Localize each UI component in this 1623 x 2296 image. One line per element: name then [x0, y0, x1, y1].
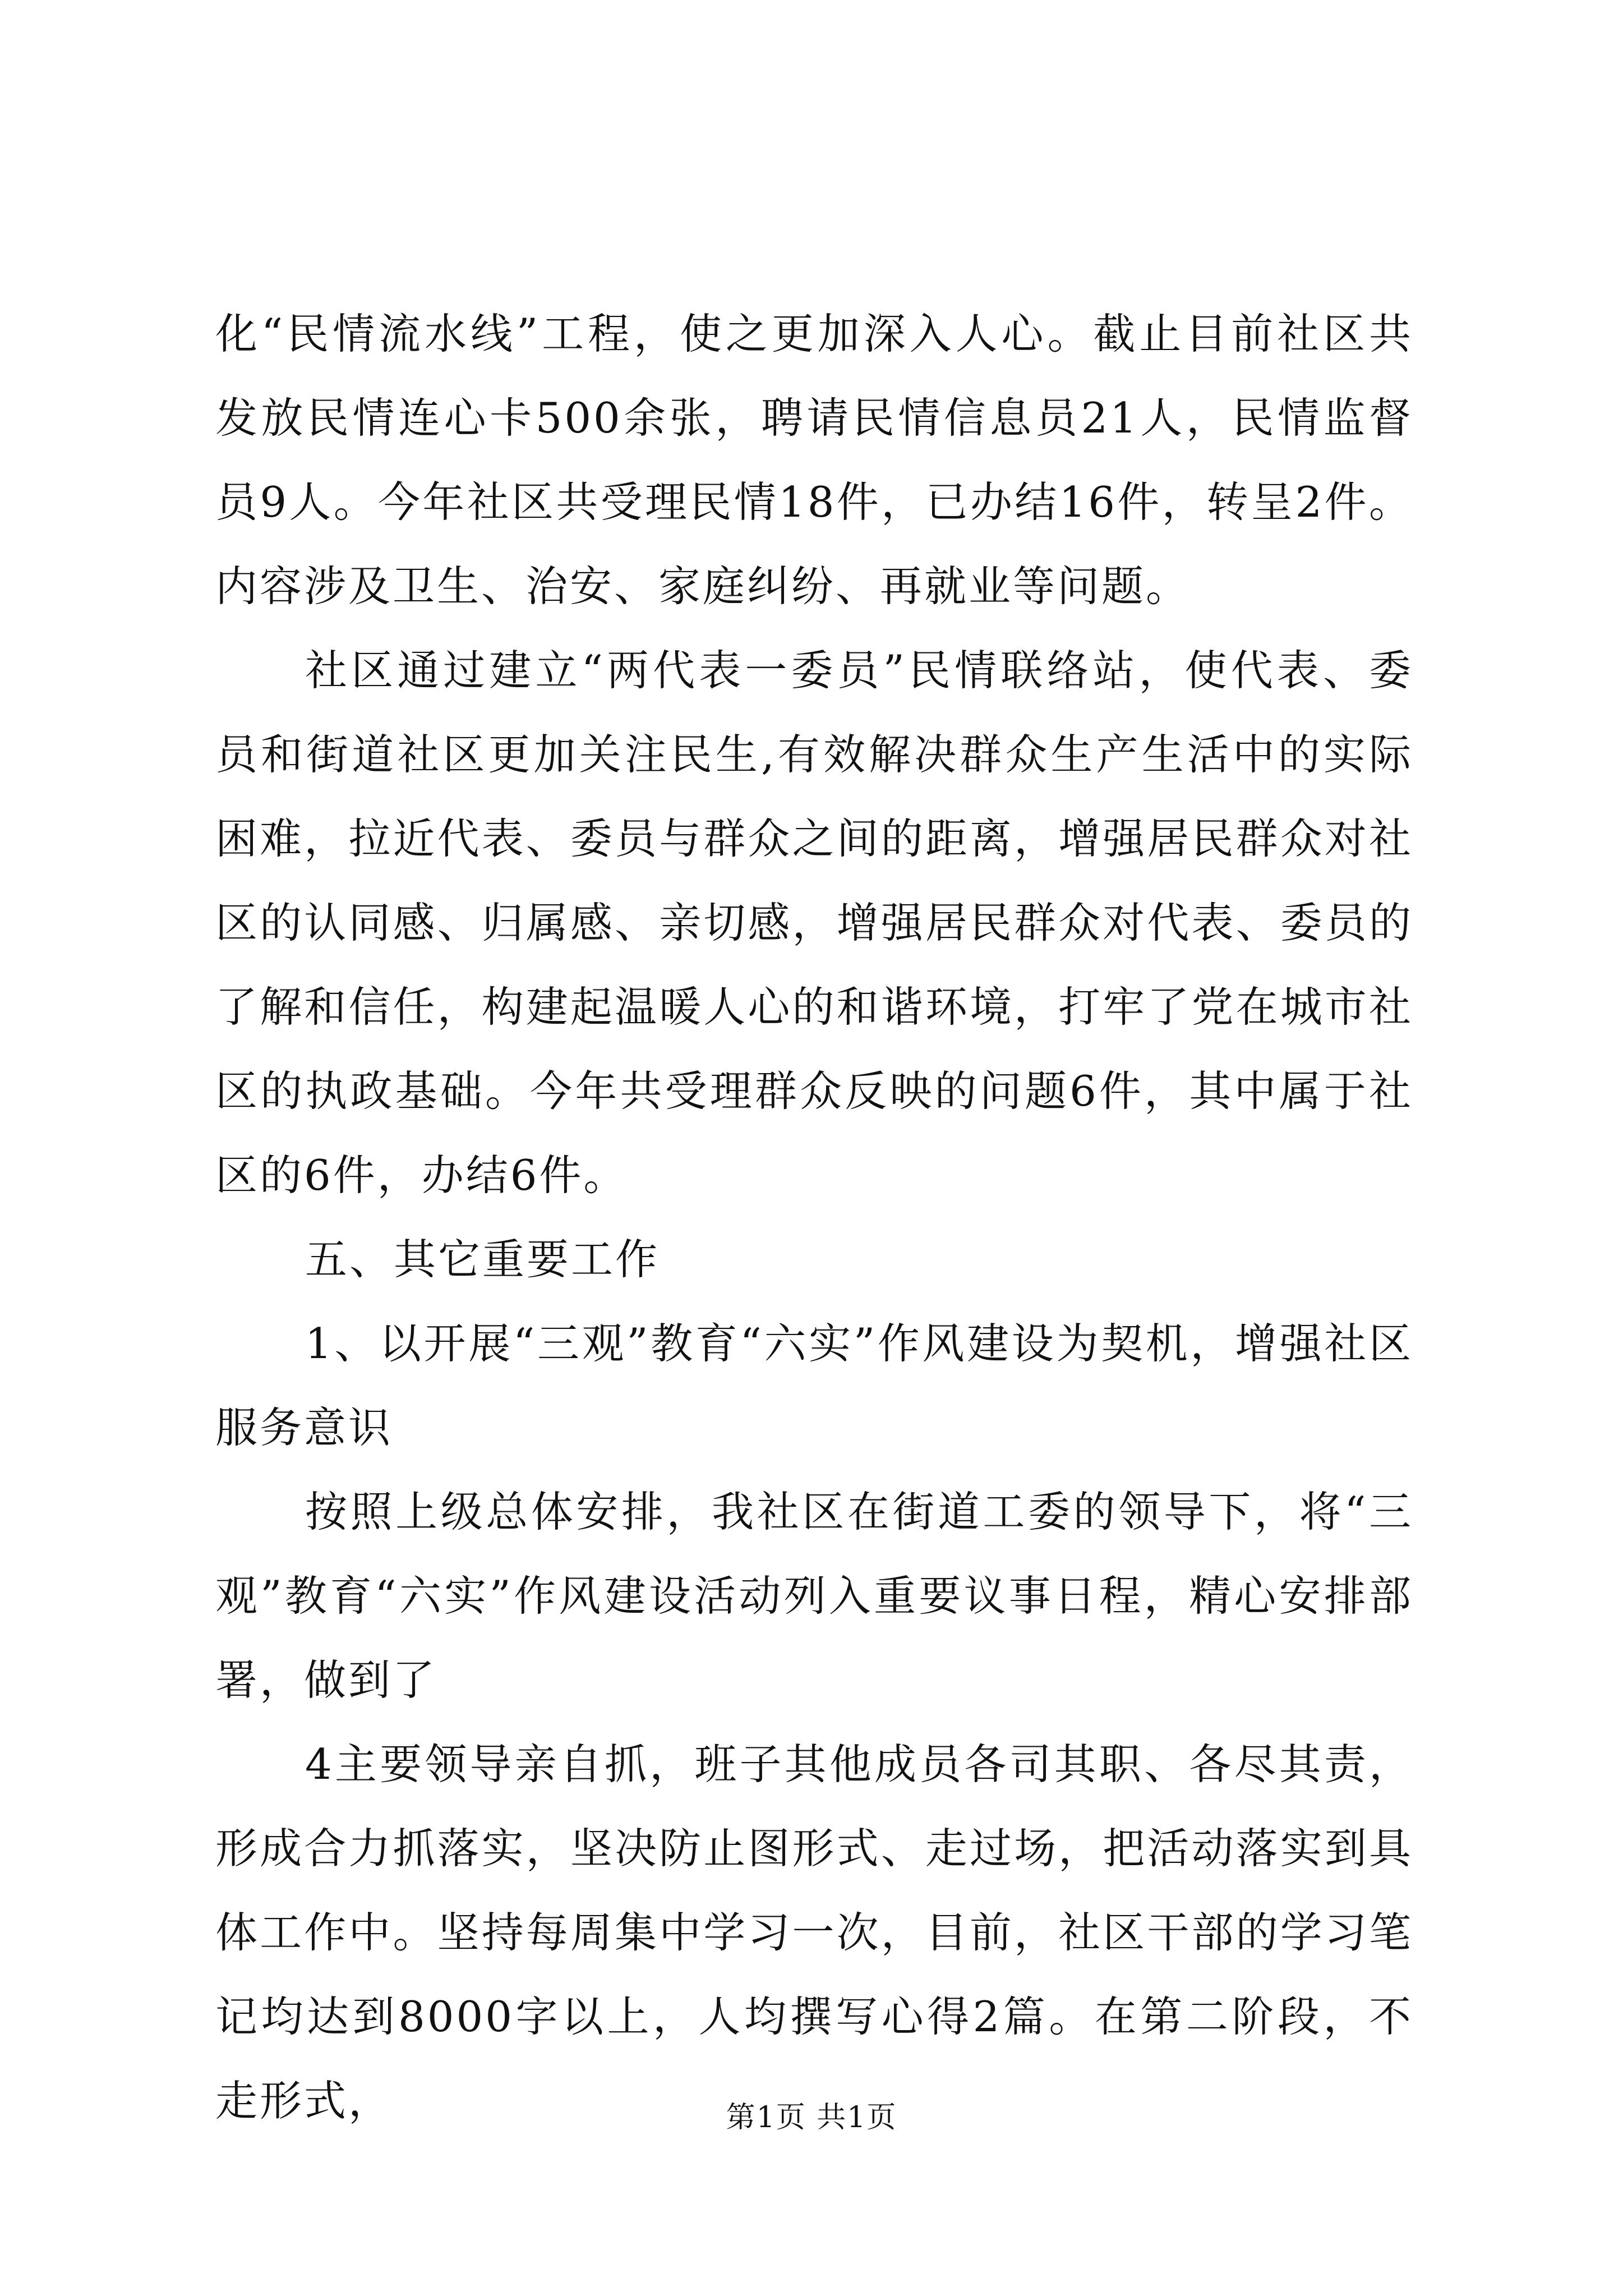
section-heading-other-work: 五、其它重要工作 — [305, 1235, 660, 1284]
page-footer: 第1页 共1页 — [726, 2101, 897, 2134]
paragraph-continuation: 化“民情流水线”工程，使之更加深入人心。截止目前社区共发放民情连心卡500余张，聘请民情信息员21人，民情监督员9人。今年社区共受理民情18件，已办结16件，转呈2件。内容涉及卫生、治安、家庭纠纷、再就业等问题。 — [215, 309, 1413, 611]
paragraph-liaison-station: 社区通过建立“两代表一委员”民情联络站，使代表、委员和街道社区更加关注民生,有效解决群众生产生活中的实际困难，拉近代表、委员与群众之间的距离，增强居民群众对社区的认同感、归属感、亲切感，增强居民群众对代表、委员的了解和信任，构建起温暖人心的和谐环境，打牢了党在城市社区的执政基础。今年共受理群众反映的问题6件，其中属于社区的6件，办结6件。 — [215, 646, 1413, 1200]
document-body — [215, 292, 1413, 2143]
subsection-heading-1: 1、以开展“三观”教育“六实”作风建设为契机，增强社区服务意识 — [215, 1319, 1413, 1452]
paragraph-leadership: 4主要领导亲自抓，班子其他成员各司其职、各尽其责，形成合力抓落实，坚决防止图形式、走过场，把活动落实到具体工作中。坚持每周集中学习一次，目前，社区干部的学习笔记均达到8000字以上，人均撰写心得2篇。在第二阶段，不走形式， — [215, 1740, 1413, 2125]
paragraph-arrangement: 按照上级总体安排，我社区在街道工委的领导下，将“三观”教育“六实”作风建设活动列入重要议事日程，精心安排部署，做到了 — [215, 1487, 1413, 1705]
